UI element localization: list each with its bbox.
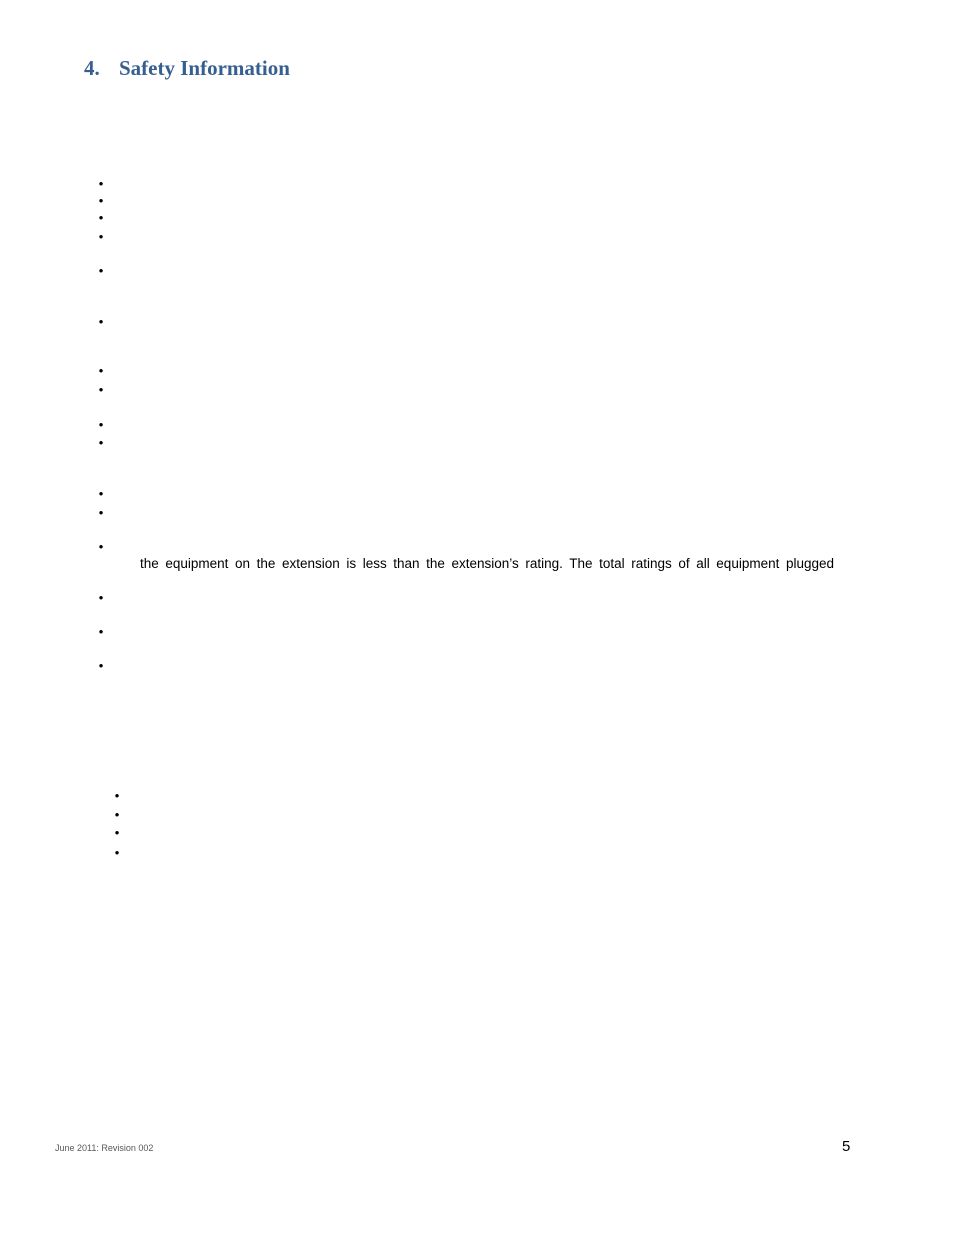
bullet-dot-icon	[97, 625, 105, 639]
section-heading	[84, 56, 290, 81]
bullet-dot-icon	[97, 591, 105, 605]
bullet-dot-icon	[97, 418, 105, 432]
bullet-dot-icon	[113, 846, 121, 860]
bullet-dot-icon	[97, 659, 105, 673]
footer-revision: June 2011: Revision 002	[55, 1143, 154, 1153]
section-number: 4.	[84, 56, 100, 80]
bullet-dot-icon	[97, 211, 105, 225]
list-item-text: the equipment on the extension is less than the extension’s rating. The total ratings of all equipment plugged	[140, 556, 834, 571]
bullet-dot-icon	[97, 264, 105, 278]
bullet-dot-icon	[97, 315, 105, 329]
bullet-dot-icon	[97, 194, 105, 208]
bullet-dot-icon	[97, 436, 105, 450]
bullet-dot-icon	[97, 540, 105, 554]
bullet-dot-icon	[97, 364, 105, 378]
bullet-dot-icon	[113, 826, 121, 840]
bullet-dot-icon	[113, 789, 121, 803]
page-number: 5	[842, 1138, 851, 1155]
bullet-dot-icon	[97, 383, 105, 397]
section-title: Safety Information	[119, 56, 290, 80]
bullet-dot-icon	[97, 487, 105, 501]
bullet-dot-icon	[97, 506, 105, 520]
bullet-dot-icon	[97, 177, 105, 191]
bullet-dot-icon	[113, 808, 121, 822]
bullet-dot-icon	[97, 230, 105, 244]
